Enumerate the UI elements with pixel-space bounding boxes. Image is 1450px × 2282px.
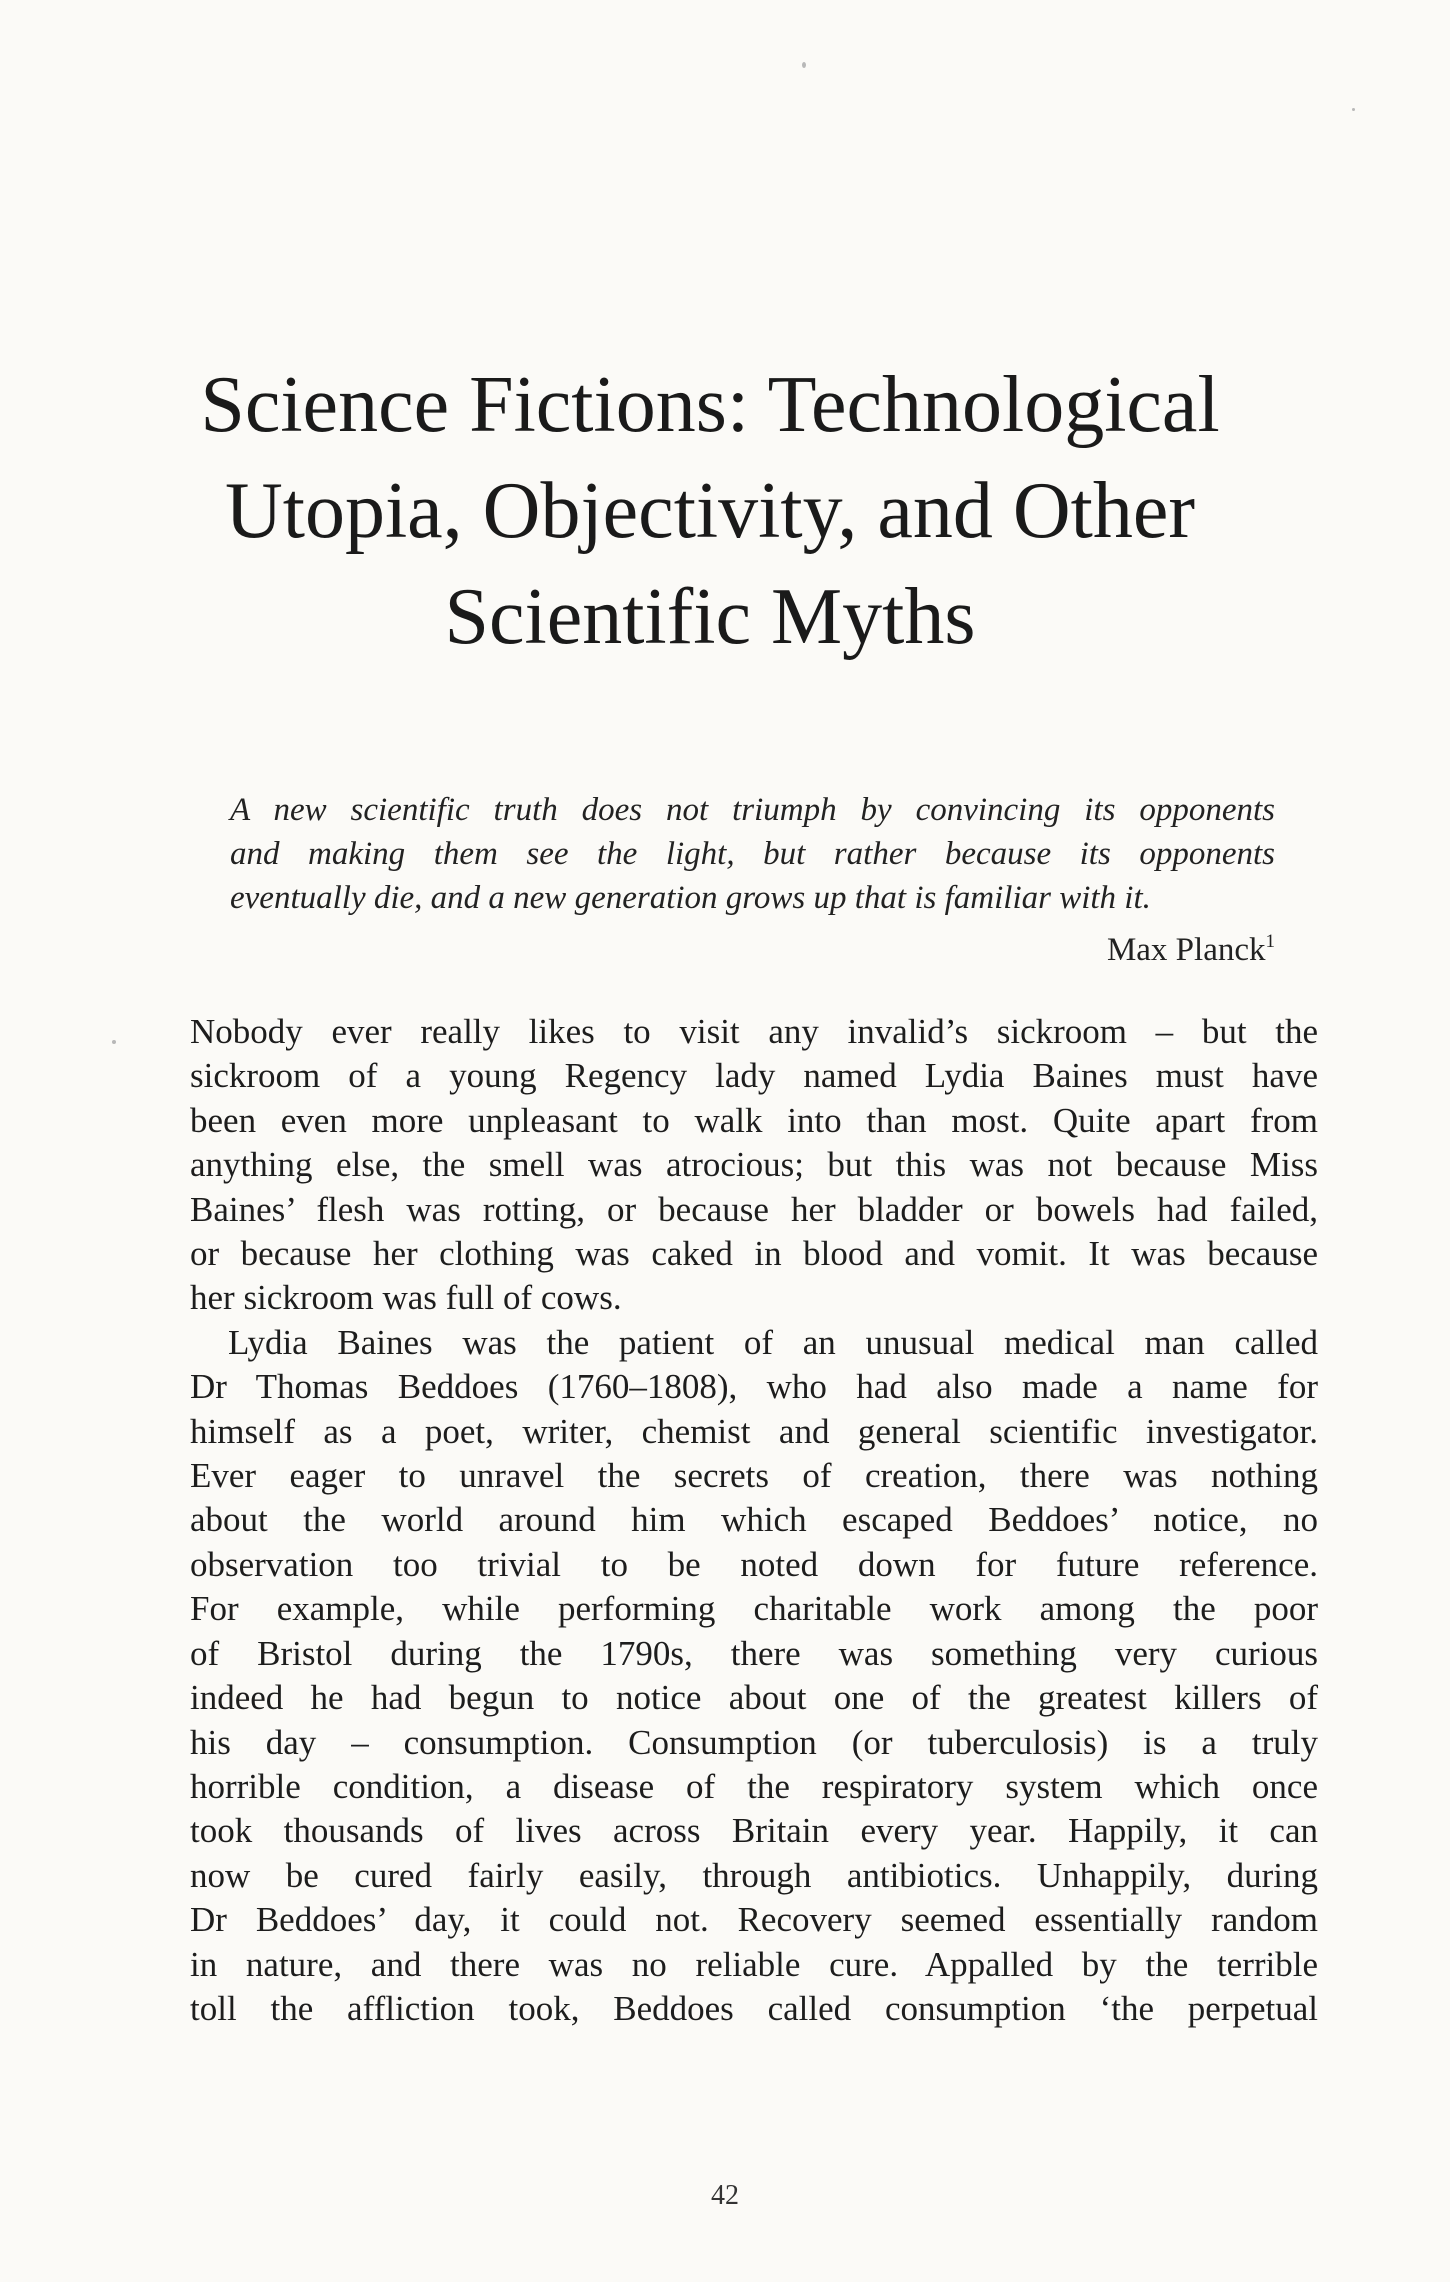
text-line: indeed he had begun to notice about one of the greatest killers of (190, 1678, 1318, 1718)
epigraph-quote (230, 788, 1275, 920)
text-line: Ever eager to unravel the secrets of creation, there was nothing (190, 1456, 1318, 1496)
epigraph-attribution (230, 920, 1275, 972)
text-line: Baines’ flesh was rotting, or because her bladder or bowels had failed, (190, 1189, 1318, 1229)
text-line: his day – consumption. Consumption (or tuberculosis) is a truly (190, 1722, 1318, 1762)
title-line: Science Fictions: Technological (200, 361, 1220, 449)
text-line: in nature, and there was no reliable cure. Appalled by the terrible (190, 1944, 1318, 1984)
text-line: or because her clothing was caked in blood and vomit. It was because (190, 1234, 1318, 1274)
text-line: anything else, the smell was atrocious; but this was not because Miss (190, 1145, 1318, 1185)
text-line: Nobody ever really likes to visit any invalid’s sickroom – but the (190, 1012, 1318, 1051)
text-line: Lydia Baines was the patient of an unusual medical man called (228, 1322, 1318, 1362)
text-line: Dr Thomas Beddoes (1760–1808), who had also made a name for (190, 1367, 1318, 1407)
text-line: toll the affliction took, Beddoes called consumption ‘the perpetual (190, 1988, 1318, 2028)
text-line: horrible condition, a disease of the respiratory system which once (190, 1766, 1318, 1806)
epigraph-line: eventually die, and a new generation grows up that is familiar with it. (230, 880, 1151, 916)
text-line: now be cured fairly easily, through antibiotics. Unhappily, during (190, 1855, 1318, 1895)
page-number: 42 (711, 2180, 739, 2211)
scan-speck (112, 1040, 116, 1044)
paragraph (190, 1010, 1318, 1321)
text-line: himself as a poet, writer, chemist and general scientific investigator. (190, 1411, 1318, 1451)
scan-speck (802, 62, 806, 68)
text-line: Dr Beddoes’ day, it could not. Recovery seemed essentially random (190, 1900, 1318, 1940)
text-line: of Bristol during the 1790s, there was something very curious (190, 1633, 1318, 1673)
text-line: sickroom of a young Regency lady named Lydia Baines must have (190, 1056, 1318, 1096)
chapter-title (150, 352, 1270, 670)
body-text (190, 1010, 1318, 2031)
footnote-marker[interactable]: 1 (1265, 931, 1275, 952)
text-line: about the world around him which escaped Beddoes’ notice, no (190, 1500, 1318, 1540)
title-line: Utopia, Objectivity, and Other (224, 467, 1196, 555)
text-line: her sickroom was full of cows. (190, 1278, 622, 1318)
text-line: For example, while performing charitable work among the poor (190, 1589, 1318, 1629)
epigraph-author: Max Planck (1106, 932, 1266, 968)
paragraph (190, 1321, 1318, 2032)
epigraph-line: and making them see the light, but rather because its opponents (230, 836, 1275, 872)
text-line: been even more unpleasant to walk into than most. Quite apart from (190, 1100, 1318, 1140)
text-line: observation too trivial to be noted down for future reference. (190, 1544, 1318, 1584)
text-line: took thousands of lives across Britain every year. Happily, it can (190, 1811, 1318, 1851)
epigraph-line: A new scientific truth does not triumph by convincing its opponents (230, 792, 1275, 828)
title-line: Scientific Myths (444, 573, 976, 661)
scan-speck (1352, 108, 1355, 111)
